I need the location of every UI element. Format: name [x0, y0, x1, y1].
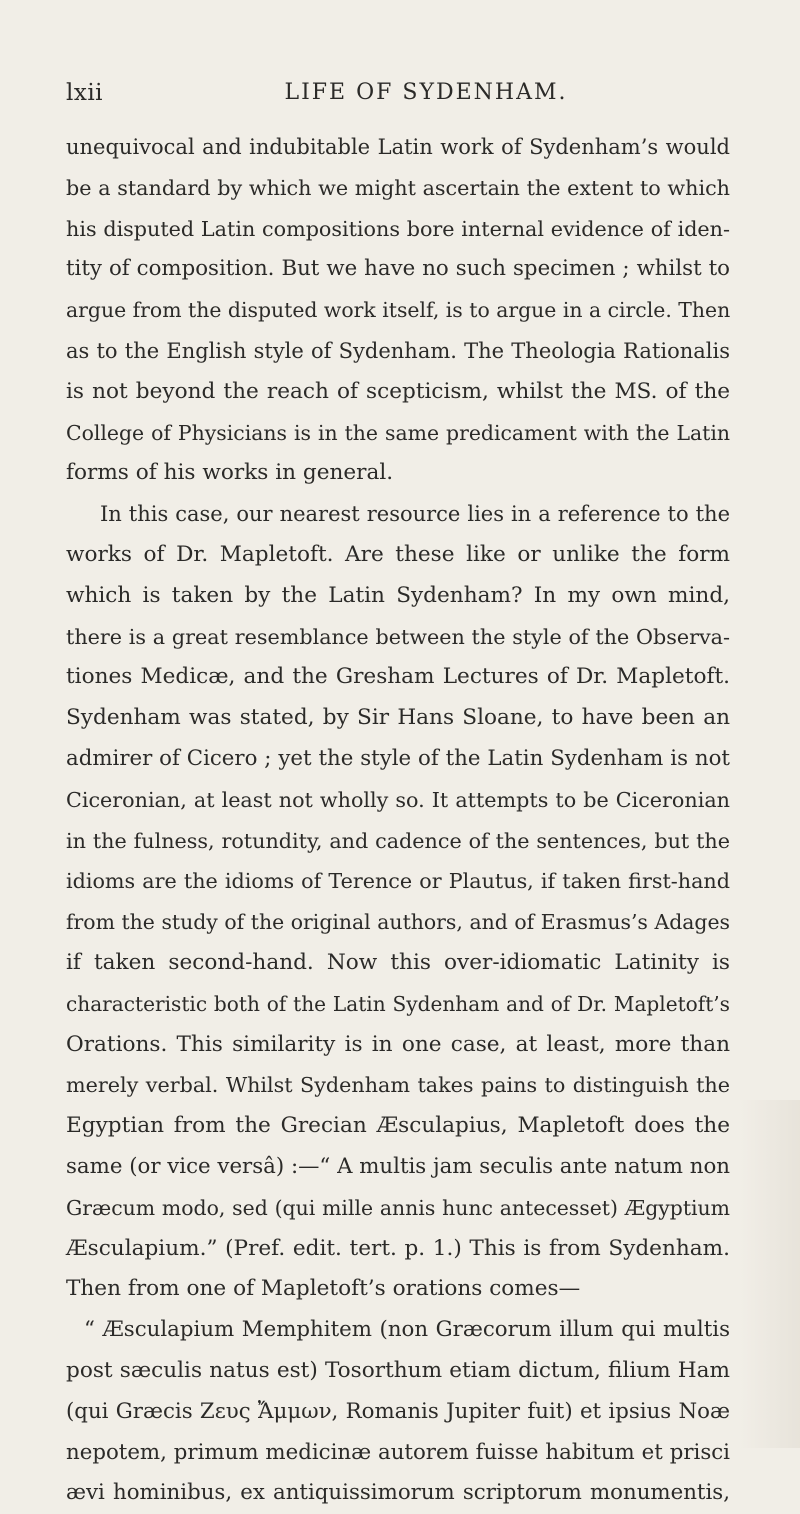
text-line: Then from one of Mapletoft’s orations comes— — [66, 1276, 581, 1302]
text-line: same (or vice versâ) :—“ A multis jam seculis ante natum non — [66, 1153, 731, 1179]
text-line: nepotem, primum medicinæ autorem fuisse habitum et prisci — [66, 1439, 730, 1465]
text-line: as to the English style of Sydenham. The Theologia Rationalis — [66, 338, 730, 363]
text-line: Orations. This similarity is in one case, at least, more than — [66, 1031, 730, 1057]
text-line: tity of composition. But we have no such specimen ; whilst to — [66, 256, 730, 282]
page-number: lxii — [66, 80, 104, 106]
text-line: admirer of Cicero ; yet the style of the Latin Sydenham is not — [66, 745, 730, 771]
text-line: Æsculapium.” (Pref. edit. tert. p. 1.) This is from Sydenham. — [66, 1235, 730, 1261]
text-line: College of Physicians is in the same predicament with the Latin — [66, 420, 730, 445]
text-line: forms of his works in general. — [66, 460, 394, 486]
text-line: characteristic both of the Latin Sydenham and of Dr. Mapletoft’s — [66, 991, 730, 1016]
text-line: Græcum modo, sed (qui mille annis hunc antecesset) Ægyptium — [66, 1195, 730, 1220]
text-line: in the fulness, rotundity, and cadence of the sentences, but the — [66, 828, 730, 853]
paper-shading — [740, 1100, 800, 1448]
text-line: is not beyond the reach of scepticism, whilst the MS. of the — [66, 378, 730, 404]
text-line: idioms are the idioms of Terence or Plautus, if taken first-hand — [66, 869, 730, 894]
text-line: merely verbal. Whilst Sydenham takes pains to distinguish the — [66, 1073, 730, 1098]
text-line: works of Dr. Mapletoft. Are these like or unlike the form — [66, 541, 730, 567]
text-line: there is a great resemblance between the style of the Observa- — [66, 624, 730, 649]
text-line: ævi hominibus, ex antiquissimorum scriptorum monumentis, — [66, 1480, 730, 1506]
text-line: Sydenham was stated, by Sir Hans Sloane, to have been an — [66, 705, 730, 731]
text-line: Egyptian from the Grecian Æsculapius, Mapletoft does the — [66, 1113, 730, 1139]
text-line: “ Æsculapium Memphitem (non Græcorum illum qui multis — [84, 1317, 730, 1343]
text-line: argue from the disputed work itself, is to argue in a circle. Then — [66, 298, 731, 323]
text-line: unequivocal and indubitable Latin work of Sydenham’s would — [66, 135, 730, 159]
text-line: from the study of the original authors, and of Erasmus’s Adages — [66, 910, 730, 935]
text-line: In this case, our nearest resource lies in a reference to the — [100, 502, 730, 527]
text-line: post sæculis natus est) Tosorthum etiam dictum, filium Ham — [66, 1357, 730, 1383]
running-title: LIFE OF SYDENHAM. — [284, 80, 568, 105]
text-line: Ciceronian, at least not wholly so. It attempts to be Ciceronian — [66, 787, 730, 812]
text-line: if taken second-hand. Now this over-idiomatic Latinity is — [66, 949, 730, 975]
text-line: which is taken by the Latin Sydenham? In my own mind, — [66, 582, 730, 608]
text-line: his disputed Latin compositions bore internal evidence of iden- — [66, 216, 730, 241]
text-line: tiones Medicæ, and the Gresham Lectures of Dr. Mapletoft. — [66, 664, 730, 690]
text-line: (qui Græcis Ζευς Ἄμμων, Romanis Jupiter fuit) et ipsius Noæ — [66, 1398, 730, 1424]
running-head — [66, 80, 746, 116]
body-text — [66, 127, 730, 1514]
text-line: be a standard by which we might ascertain the extent to which — [66, 175, 730, 200]
